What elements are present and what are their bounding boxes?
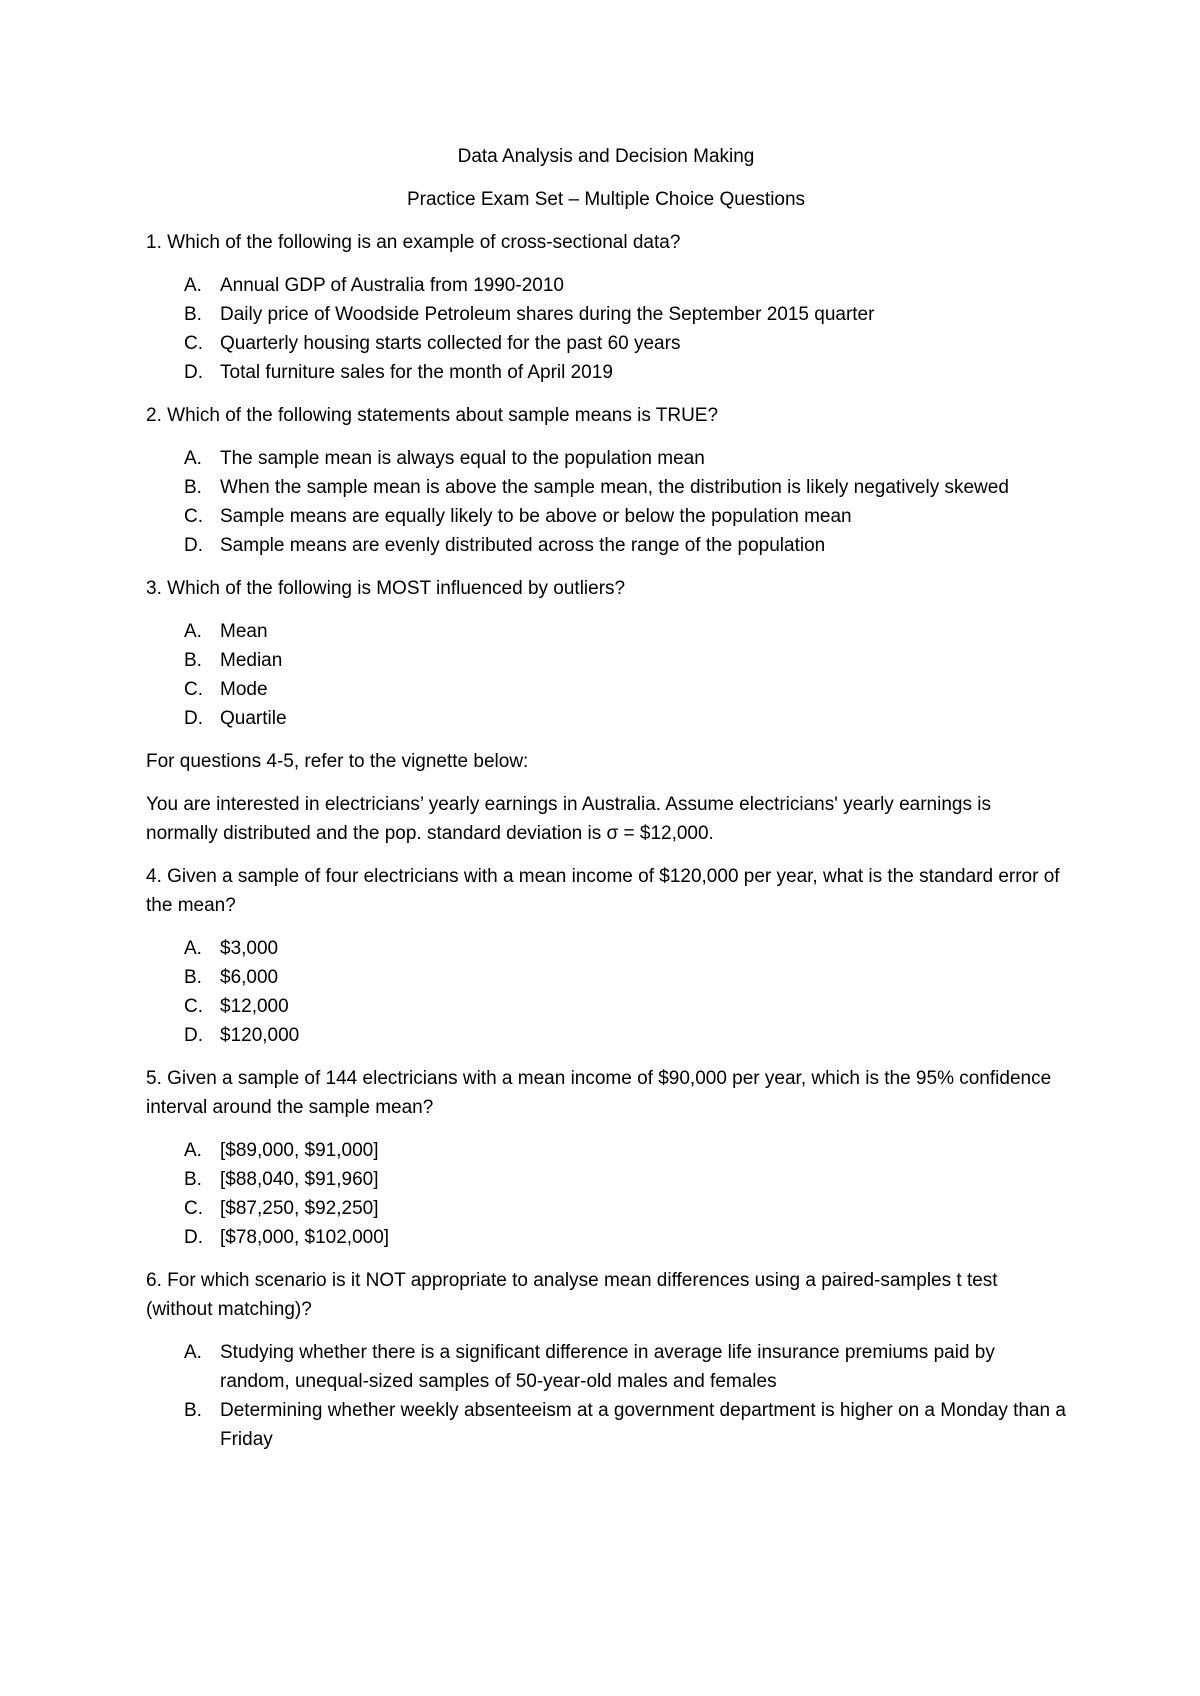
- option-item: [146, 1223, 1066, 1252]
- option-item: [146, 1396, 1066, 1454]
- question-6: [146, 1266, 1066, 1324]
- option-item: [146, 1021, 1066, 1050]
- question-2: [146, 401, 1066, 430]
- option-item: [146, 963, 1066, 992]
- option-item: [146, 444, 1066, 473]
- option-item: [146, 1194, 1066, 1223]
- option-text: $3,000: [220, 938, 279, 959]
- option-text: [$87,250, $92,250]: [220, 1198, 379, 1219]
- option-text: Determining whether weekly absenteeism at a government department is higher on a Monday than a Friday: [220, 1400, 1066, 1450]
- option-text: Mode: [220, 679, 268, 700]
- option-text: Quartile: [220, 708, 287, 729]
- option-item: [146, 1338, 1066, 1396]
- option-item: [146, 531, 1066, 560]
- option-letter: D.: [184, 708, 203, 729]
- option-letter: A.: [184, 275, 202, 296]
- option-text: $120,000: [220, 1025, 300, 1046]
- option-text: $12,000: [220, 996, 289, 1017]
- option-text: When the sample mean is above the sample mean, the distribution is likely negatively skewed: [220, 477, 1009, 498]
- question-3: [146, 574, 1066, 603]
- option-letter: A.: [184, 621, 202, 642]
- option-text: $6,000: [220, 967, 279, 988]
- question-number: 5.: [146, 1068, 162, 1089]
- option-item: [146, 502, 1066, 531]
- option-letter: B.: [184, 304, 202, 325]
- option-item: [146, 473, 1066, 502]
- option-letter: A.: [184, 1342, 202, 1363]
- document-title: Data Analysis and Decision Making: [457, 146, 755, 167]
- question-number: 4.: [146, 866, 162, 887]
- option-item: [146, 617, 1066, 646]
- option-text: [$89,000, $91,000]: [220, 1140, 379, 1161]
- document-subtitle: Practice Exam Set – Multiple Choice Questions: [406, 189, 806, 210]
- question-text: Given a sample of 144 electricians with a mean income of $90,000 per year, which is the 95% confidence interval around the sample mean?: [146, 1068, 1052, 1118]
- question-1: [146, 228, 1066, 257]
- option-text: Sample means are equally likely to be above or below the population mean: [220, 506, 852, 527]
- option-letter: C.: [184, 996, 203, 1017]
- question-4: [146, 862, 1066, 920]
- option-text: Mean: [220, 621, 268, 642]
- option-text: Annual GDP of Australia from 1990-2010: [220, 275, 564, 296]
- question-text: For which scenario is it NOT appropriate to analyse mean differences using a paired-samples t test (without matching)?: [146, 1270, 998, 1320]
- option-text: Sample means are evenly distributed across the range of the population: [220, 535, 826, 556]
- document-content: [146, 142, 1066, 1468]
- option-item: [146, 934, 1066, 963]
- option-letter: C.: [184, 506, 203, 527]
- option-item: [146, 704, 1066, 733]
- option-text: Total furniture sales for the month of April 2019: [220, 362, 613, 383]
- option-letter: D.: [184, 535, 203, 556]
- option-letter: A.: [184, 938, 202, 959]
- question-text: Which of the following is an example of cross-sectional data?: [167, 232, 681, 253]
- question-number: 2.: [146, 405, 162, 426]
- question-text: Given a sample of four electricians with a mean income of $120,000 per year, what is the standard error of the mean?: [146, 866, 1060, 916]
- option-item: [146, 646, 1066, 675]
- option-text: Daily price of Woodside Petroleum shares during the September 2015 quarter: [220, 304, 875, 325]
- option-letter: C.: [184, 333, 203, 354]
- question-3-options: [146, 617, 1066, 733]
- question-4-options: [146, 934, 1066, 1050]
- option-letter: A.: [184, 448, 202, 469]
- question-text: Which of the following is MOST influenced by outliers?: [167, 578, 626, 599]
- option-item: [146, 1136, 1066, 1165]
- option-text: Median: [220, 650, 283, 671]
- option-letter: B.: [184, 1169, 202, 1190]
- question-2-options: [146, 444, 1066, 560]
- question-text: Which of the following statements about sample means is TRUE?: [167, 405, 719, 426]
- option-item: [146, 329, 1066, 358]
- vignette-intro: For questions 4-5, refer to the vignette below:: [146, 751, 529, 772]
- option-item: [146, 1165, 1066, 1194]
- option-letter: C.: [184, 679, 203, 700]
- option-letter: D.: [184, 1227, 203, 1248]
- option-letter: B.: [184, 650, 202, 671]
- option-item: [146, 358, 1066, 387]
- question-number: 1.: [146, 232, 162, 253]
- option-text: Studying whether there is a significant difference in average life insurance premiums paid by random, unequal-sized samples of 50-year-old males and females: [220, 1342, 995, 1392]
- option-letter: C.: [184, 1198, 203, 1219]
- option-letter: A.: [184, 1140, 202, 1161]
- option-item: [146, 300, 1066, 329]
- option-text: Quarterly housing starts collected for the past 60 years: [220, 333, 681, 354]
- option-item: [146, 271, 1066, 300]
- question-6-options: [146, 1338, 1066, 1454]
- option-letter: D.: [184, 1025, 203, 1046]
- question-number: 3.: [146, 578, 162, 599]
- question-5-options: [146, 1136, 1066, 1252]
- question-1-options: [146, 271, 1066, 387]
- option-text: [$88,040, $91,960]: [220, 1169, 379, 1190]
- option-item: [146, 675, 1066, 704]
- option-text: [$78,000, $102,000]: [220, 1227, 390, 1248]
- option-letter: B.: [184, 1400, 202, 1421]
- option-text: The sample mean is always equal to the population mean: [220, 448, 705, 469]
- option-letter: B.: [184, 967, 202, 988]
- option-letter: B.: [184, 477, 202, 498]
- vignette-body: You are interested in electricians’ yearly earnings in Australia. Assume electricians' yearly earnings is normally distributed and the pop. standard deviation is σ = $12,000.: [146, 794, 991, 844]
- option-item: [146, 992, 1066, 1021]
- question-5: [146, 1064, 1066, 1122]
- option-letter: D.: [184, 362, 203, 383]
- question-number: 6.: [146, 1270, 162, 1291]
